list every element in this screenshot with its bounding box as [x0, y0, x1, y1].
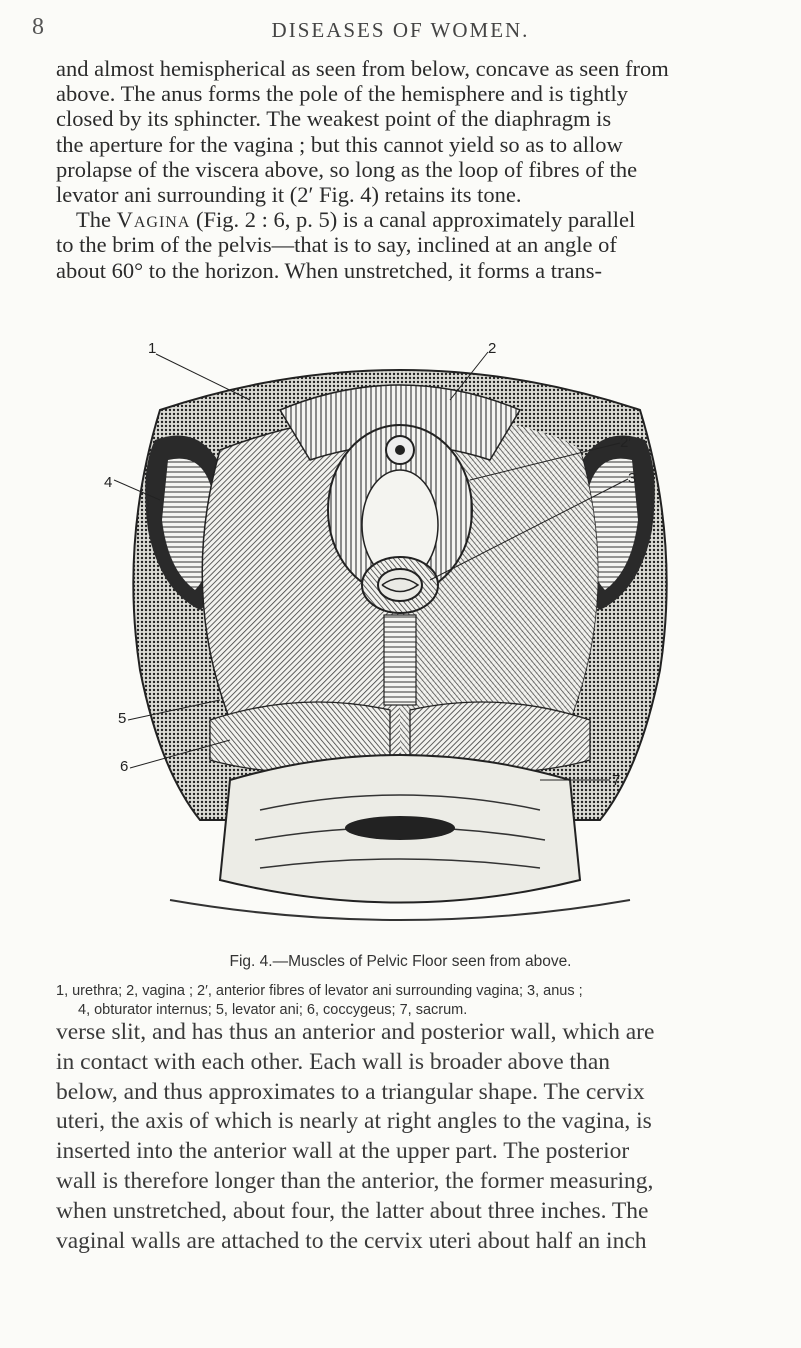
text-fragment: (Fig. 2 : 6, p. 5) is a canal approximately parallel — [190, 207, 636, 233]
label-3: 3 — [628, 470, 637, 487]
running-head: DISEASES OF WOMEN. — [271, 18, 530, 42]
text-line: in contact with each other. Each wall is broader above than — [56, 1048, 610, 1075]
text-line: when unstretched, about four, the latter about three inches. The — [56, 1197, 649, 1224]
label-5: 5 — [118, 710, 127, 727]
pelvic-floor-illustration — [100, 340, 700, 945]
text-line: levator ani surrounding it (2′ Fig. 4) retains its tone. — [56, 182, 522, 208]
label-7: 7 — [612, 772, 621, 789]
urethra-lumen — [395, 445, 405, 455]
text-line: closed by its sphincter. The weakest point of the diaphragm is — [56, 106, 612, 132]
label-6: 6 — [120, 758, 129, 775]
muscle-diagram — [100, 340, 700, 945]
text-line: vaginal walls are attached to the cervix uteri about half an inch — [56, 1227, 647, 1254]
bottom-paragraph — [56, 1018, 786, 1256]
anococcygeal-body — [384, 615, 416, 705]
text-line: verse slit, and has thus an anterior and posterior wall, which are — [56, 1019, 655, 1045]
text-line: to the brim of the pelvis—that is to say, inclined at an angle of — [56, 232, 617, 258]
text-line: the aperture for the vagina ; but this cannot yield so as to allow — [56, 131, 623, 157]
legend-line: 4, obturator internus; 5, levator ani; 6, coccygeus; 7, sacrum. — [78, 1002, 468, 1018]
legend-line: 1, urethra; 2, vagina ; 2′, anterior fibres of levator ani surrounding vagina; 3, anus ; — [56, 983, 583, 999]
label-4: 4 — [104, 474, 113, 491]
text-fragment: The — [76, 207, 117, 233]
figure-caption: Fig. 4.—Muscles of Pelvic Floor seen from above. — [229, 953, 572, 970]
page-number: 8 — [32, 14, 44, 40]
label-2: 2 — [488, 340, 497, 357]
term-vagina: Vagina — [116, 207, 191, 233]
figure-legend — [56, 982, 796, 1020]
text-line: inserted into the anterior wall at the upper part. The posterior — [56, 1138, 630, 1165]
label-2-prime: 2′ — [620, 434, 632, 451]
vagina-paragraph-start — [56, 207, 786, 232]
text-line: above. The anus forms the pole of the hemisphere and is tightly — [56, 81, 628, 107]
text-line: and almost hemispherical as seen from below, concave as seen from — [56, 56, 669, 81]
text-line: wall is therefore longer than the anterior, the former measuring, — [56, 1167, 654, 1194]
text-line: below, and thus approximates to a triangular shape. The cervix — [56, 1078, 645, 1105]
text-line: about 60° to the horizon. When unstretched, it forms a trans- — [56, 257, 602, 283]
anus — [378, 569, 422, 601]
text-line: uteri, the axis of which is nearly at right angles to the vagina, is — [56, 1108, 652, 1135]
top-paragraph — [56, 56, 786, 283]
label-1: 1 — [148, 340, 157, 357]
text-line: prolapse of the viscera above, so long as the loop of fibres of the — [56, 156, 638, 182]
